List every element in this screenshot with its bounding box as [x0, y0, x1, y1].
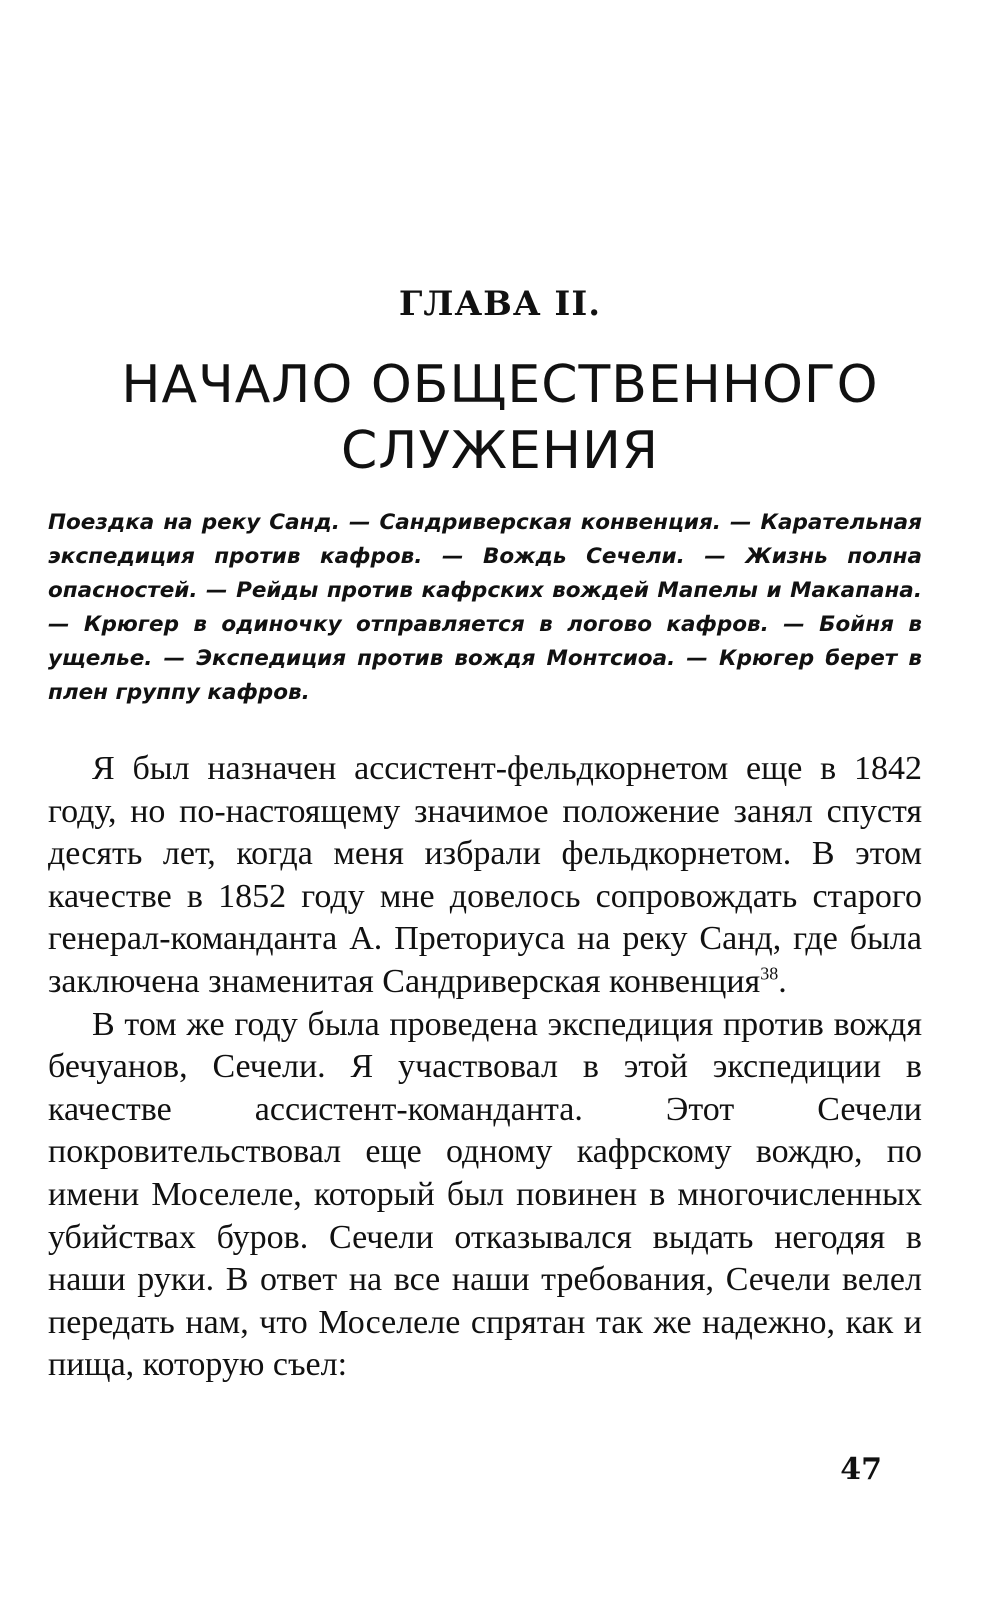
paragraph-2: В том же году была проведена экспедиция против вождя бечуанов, Сечели. Я участвовал в этой экспедиции в качестве ассистент-команданта. Этот Сечели покровительствовал еще одному кафрскому вождю, по имени Моселеле, который был повинен в многочисленных убийствах буров. Сечели отказывался выдать негодяя в наши руки. В ответ на все наши требования, Сечели велел передать нам, что Моселеле спрятан так же надежно, как и пища, которую съел: — [48, 1005, 922, 1384]
paragraph-1-text: Я был назначен ассистент-фельдкорнетом еще в 1842 году, но по-настоящему значимое положение занял спустя десять лет, когда меня избрали фельдкорнетом. В этом качестве в 1852 году мне довелось сопровождать старого генерал-команданта А. Преториуса на реку Санд, где была заключена знаменитая Сандриверская конвенция — [48, 750, 922, 1000]
chapter-title — [40, 352, 960, 484]
chapter-synopsis: Поездка на реку Санд. — Сандриверская конвенция. — Карательная экспедиция против кафров. — Вождь Сечели. — Жизнь полна опасностей. — Рейды против кафрских вождей Мапелы и Макапана. — Крюгер в одиночку отправляется в логово кафров. — Бойня в ущелье. — Экспедиция против вождя Монтсиоа. — Крюгер берет в плен группу кафров. — [48, 510, 922, 705]
chapter-title-line-2: СЛУЖЕНИЯ — [340, 421, 660, 481]
paragraph-1 — [48, 748, 922, 1004]
page-number: 47 — [840, 1452, 882, 1487]
paragraph-1-end: . — [778, 962, 787, 1000]
body-text — [48, 748, 922, 1387]
footnote-marker: 38 — [760, 963, 779, 984]
chapter-title-line-1: НАЧАЛО ОБЩЕСТВЕННОГО — [121, 355, 879, 415]
chapter-label: ГЛАВА II. — [398, 284, 602, 324]
